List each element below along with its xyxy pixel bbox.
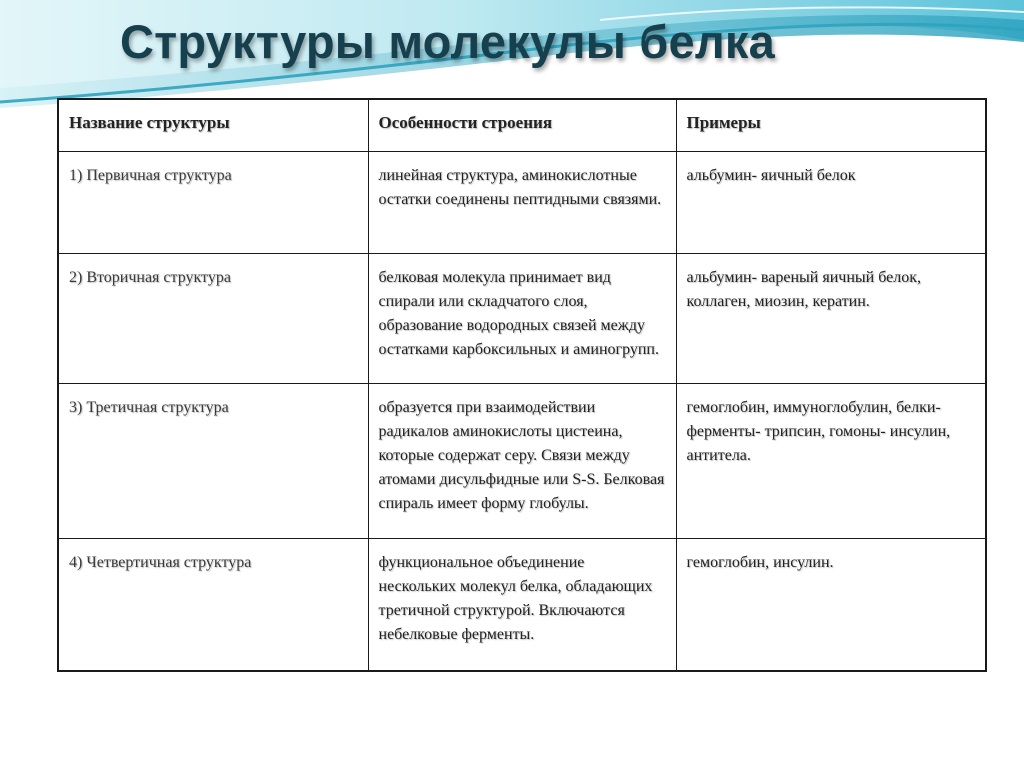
table-header-row <box>58 99 986 151</box>
cell-structure-name: 3) Третичная структура <box>58 383 368 538</box>
cell-structure-features: белковая молекула принимает вид спирали или складчатого слоя, образование водородных связей между остатками карбоксильных и аминогрупп. <box>368 253 676 383</box>
cell-examples: гемоглобин, инсулин. <box>676 538 986 671</box>
cell-examples: гемоглобин, иммуноглобулин, белки-ферменты- трипсин, гомоны- инсулин, антитела. <box>676 383 986 538</box>
cell-structure-name: 2) Вторичная структура <box>58 253 368 383</box>
cell-structure-features: линейная структура, аминокислотные остатки соединены пептидными связями. <box>368 151 676 253</box>
structures-table-container <box>57 98 985 672</box>
cell-structure-name: 1) Первичная структура <box>58 151 368 253</box>
cell-structure-features: функциональное объединение нескольких молекул белка, обладающих третичной структурой. Включаются небелковые ферменты. <box>368 538 676 671</box>
header-structure-features: Особенности строения <box>368 99 676 151</box>
cell-structure-features: образуется при взаимодействии радикалов аминокислоты цистеина, которые содержат серу. Связи между атомами дисульфидные или S-S. Белковая спираль имеет форму глобулы. <box>368 383 676 538</box>
cell-structure-name: 4) Четвертичная структура <box>58 538 368 671</box>
cell-examples: альбумин- вареный яичный белок, коллаген, миозин, кератин. <box>676 253 986 383</box>
cell-examples: альбумин- яичный белок <box>676 151 986 253</box>
header-examples: Примеры <box>676 99 986 151</box>
table-row <box>58 383 986 538</box>
table-row <box>58 538 986 671</box>
table-row <box>58 151 986 253</box>
table-row <box>58 253 986 383</box>
structures-table <box>57 98 987 672</box>
header-structure-name: Название структуры <box>58 99 368 151</box>
slide-title: Структуры молекулы белка <box>120 15 775 68</box>
